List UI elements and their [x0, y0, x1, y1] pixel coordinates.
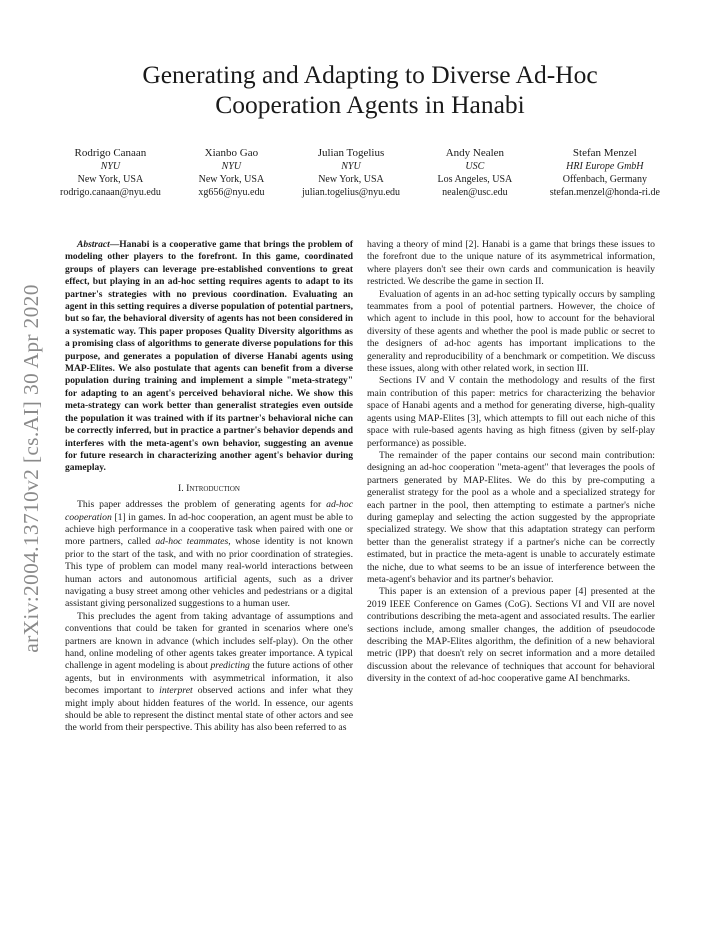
author-email: julian.togelius@nyu.edu: [301, 187, 401, 198]
arxiv-identifier: [10, 262, 52, 674]
author-block: [302, 147, 400, 199]
left-column: [65, 239, 353, 735]
author-location: Offenbach, Germany: [562, 174, 647, 185]
author-affiliation: NYU: [341, 161, 361, 172]
author-block: [550, 147, 660, 199]
text-run: , whose identity is not known prior to the start of the task, and with no prior coordination of strategies. This type of problem can model many real-world interactions between human actors and autonomous artificial agents, such as a driver navigating a busy street among other vehicles and pedestrians or a digital assistant giving personalized suggestions to a human user.: [65, 536, 353, 610]
intro-paragraph-1: [65, 499, 353, 611]
author-email: stefan.menzel@honda-ri.de: [549, 187, 660, 198]
author-affiliation: HRI Europe GmbH: [566, 161, 644, 172]
intro-paragraph-2: [65, 611, 353, 735]
arxiv-id-text: arXiv:2004.13710v2 [cs.AI] 30 Apr 2020: [18, 283, 43, 653]
author-affiliation: USC: [465, 161, 485, 172]
author-name: Rodrigo Canaan: [74, 147, 147, 159]
text-run: [1] in games. In ad-hoc cooperation, an agent must be able to achieve high performance in a cooperative task when paired with one or more partners, called: [65, 511, 353, 548]
paragraph-evaluation: Evaluation of agents in an ad-hoc setting typically occurs by sampling teammates from a pool of potential partners. However, the choice of which agent to include in this pool, how to account for the behavioral diversity of these agents and whether the pool is made public or secret to the designers of ad-hoc agents has important implications to the generality and reproducibility of a benchmark or competition. We discuss these issues, along with other related work, in section III.: [367, 288, 655, 375]
paper-title: [70, 60, 670, 120]
author-location: Los Angeles, USA: [437, 174, 513, 185]
right-column: [367, 239, 655, 686]
author-block: [198, 147, 264, 199]
abstract: [65, 239, 353, 475]
author-email: xg656@nyu.edu: [198, 187, 265, 198]
author-name: Xianbo Gao: [204, 147, 259, 159]
text-run: This paper addresses the problem of generating agents for: [77, 499, 327, 511]
abstract-text: —Hanabi is a cooperative game that brings the problem of modeling other players to the forefront. In this game, coordinated groups of players can leverage pre-established conventions to great effect, but playing in an ad-hoc setting requires agents to adapt to its partner's strategies with no previous coordination. Evaluating an agent in this setting requires a diverse population of potential partners, but so far, the behavioral diversity of agents has not been considered in a systematic way. This paper proposes Quality Diversity algorithms as a promising class of algorithms to generate diverse populations for this purpose, and generates a population of diverse Hanabi agents using MAP-Elites. We also postulate that agents can benefit from a diverse population during training and implement a simple "meta-strategy" for adapting to an agent's perceived behavioral niche. We show this meta-strategy can work better than generalist strategies even outside the population it was trained with if its partner's behavioral niche can be correctly inferred, but in practice a partner's behavior depends and interferes with the meta-agent's own behavior, suggesting an avenue for future research in characterizing another agent's behavior during gameplay.: [65, 240, 353, 474]
paragraph-meta-agent: The remainder of the paper contains our second main contribution: designing an ad-hoc cooperation "meta-agent" that leverages the pools of partners generated by MAP-Elites. We do this by pre-computing a generalist strategy for the pool as a whole and a specialized strategy for each partner in the pool, then attempting to estimate a partner's niche during gameplay and selecting the action suggested by the appropriate specialized strategy. We show that this adaptation strategy can perform better than the generalist strategy if a partner's niche can be correctly estimated, but in practice the meta-agent is unable to accurately estimate the niche, due to what seems to be an issue of interference between the meta-agent's behavior and its partner's behavior.: [367, 449, 655, 585]
text-run: This precludes the agent from taking advantage of assumptions and conventions that could be taken for granted in scenarios where one's partners are known in advance (which includes self-play). On the other hand, online modeling of other agents takes greater importance. A typical challenge in agent modeling is about: [65, 610, 353, 672]
paragraph-continued: having a theory of mind [2]. Hanabi is a game that brings these issues to the forefront due to the unique nature of its asymmetrical information, where players don't see their own cards and communication is heavily restricted. We describe the game in section II.: [367, 239, 655, 288]
author-block: [60, 147, 161, 199]
author-name: Julian Togelius: [317, 147, 385, 159]
emphasis-text: interpret: [159, 685, 193, 697]
emphasis-text: ad-hoc cooperation: [65, 499, 353, 523]
title-line-2: Cooperation Agents in Hanabi: [215, 90, 525, 119]
author-location: New York, USA: [318, 174, 384, 185]
author-name: Andy Nealen: [445, 147, 505, 159]
author-affiliation: NYU: [100, 161, 121, 172]
author-location: New York, USA: [198, 174, 265, 185]
emphasis-text: predicting: [210, 660, 250, 672]
author-email: rodrigo.canaan@nyu.edu: [60, 187, 161, 198]
paragraph-extension: This paper is an extension of a previous paper [4] presented at the 2019 IEEE Conference on Games (CoG). Sections VI and VII are novel contributions describing the meta-agent and associated results. The earlier sections include, among smaller changes, the addition of pseudocode describing the MAP-Elites algorithm, the definition of a new behavioral metric (IPP) that doesn't rely on secret information and a more detailed discussion about the relevance of techniques that account for behavioral diversity in the context of ad-hoc cooperative game AI benchmarks.: [367, 586, 655, 685]
section-heading-introduction: I. Introduction: [178, 482, 240, 494]
text-run: the future actions of other agents, but in environments with asymmetrical information, it also becomes important to: [65, 660, 353, 697]
author-affiliation: NYU: [221, 161, 242, 172]
author-block: [438, 147, 513, 199]
author-location: New York, USA: [77, 174, 144, 185]
emphasis-text: ad-hoc teammates: [155, 536, 229, 548]
author-list: [60, 147, 660, 199]
abstract-label: Abstract: [77, 240, 110, 250]
author-email: nealen@usc.edu: [442, 187, 508, 198]
text-run: observed actions and infer what they might imply about hidden features of the world. In essence, our agents should be able to represent the distinct mental state of other actors and see the world from their perspective. This ability has also been referred to as: [65, 685, 353, 734]
paragraph-sections-iv-v: Sections IV and V contain the methodology and results of the first main contribution of this paper: metrics for characterizing the behavior space of Hanabi agents and a method for generating diverse, high-quality agents using MAP-Elites [3], which attempts to fill out each niche of this space with rule-based agents having as high fitness (given by self-play performance) as possible.: [367, 375, 655, 449]
title-line-1: Generating and Adapting to Diverse Ad-Hoc: [142, 60, 598, 89]
author-name: Stefan Menzel: [572, 147, 637, 159]
